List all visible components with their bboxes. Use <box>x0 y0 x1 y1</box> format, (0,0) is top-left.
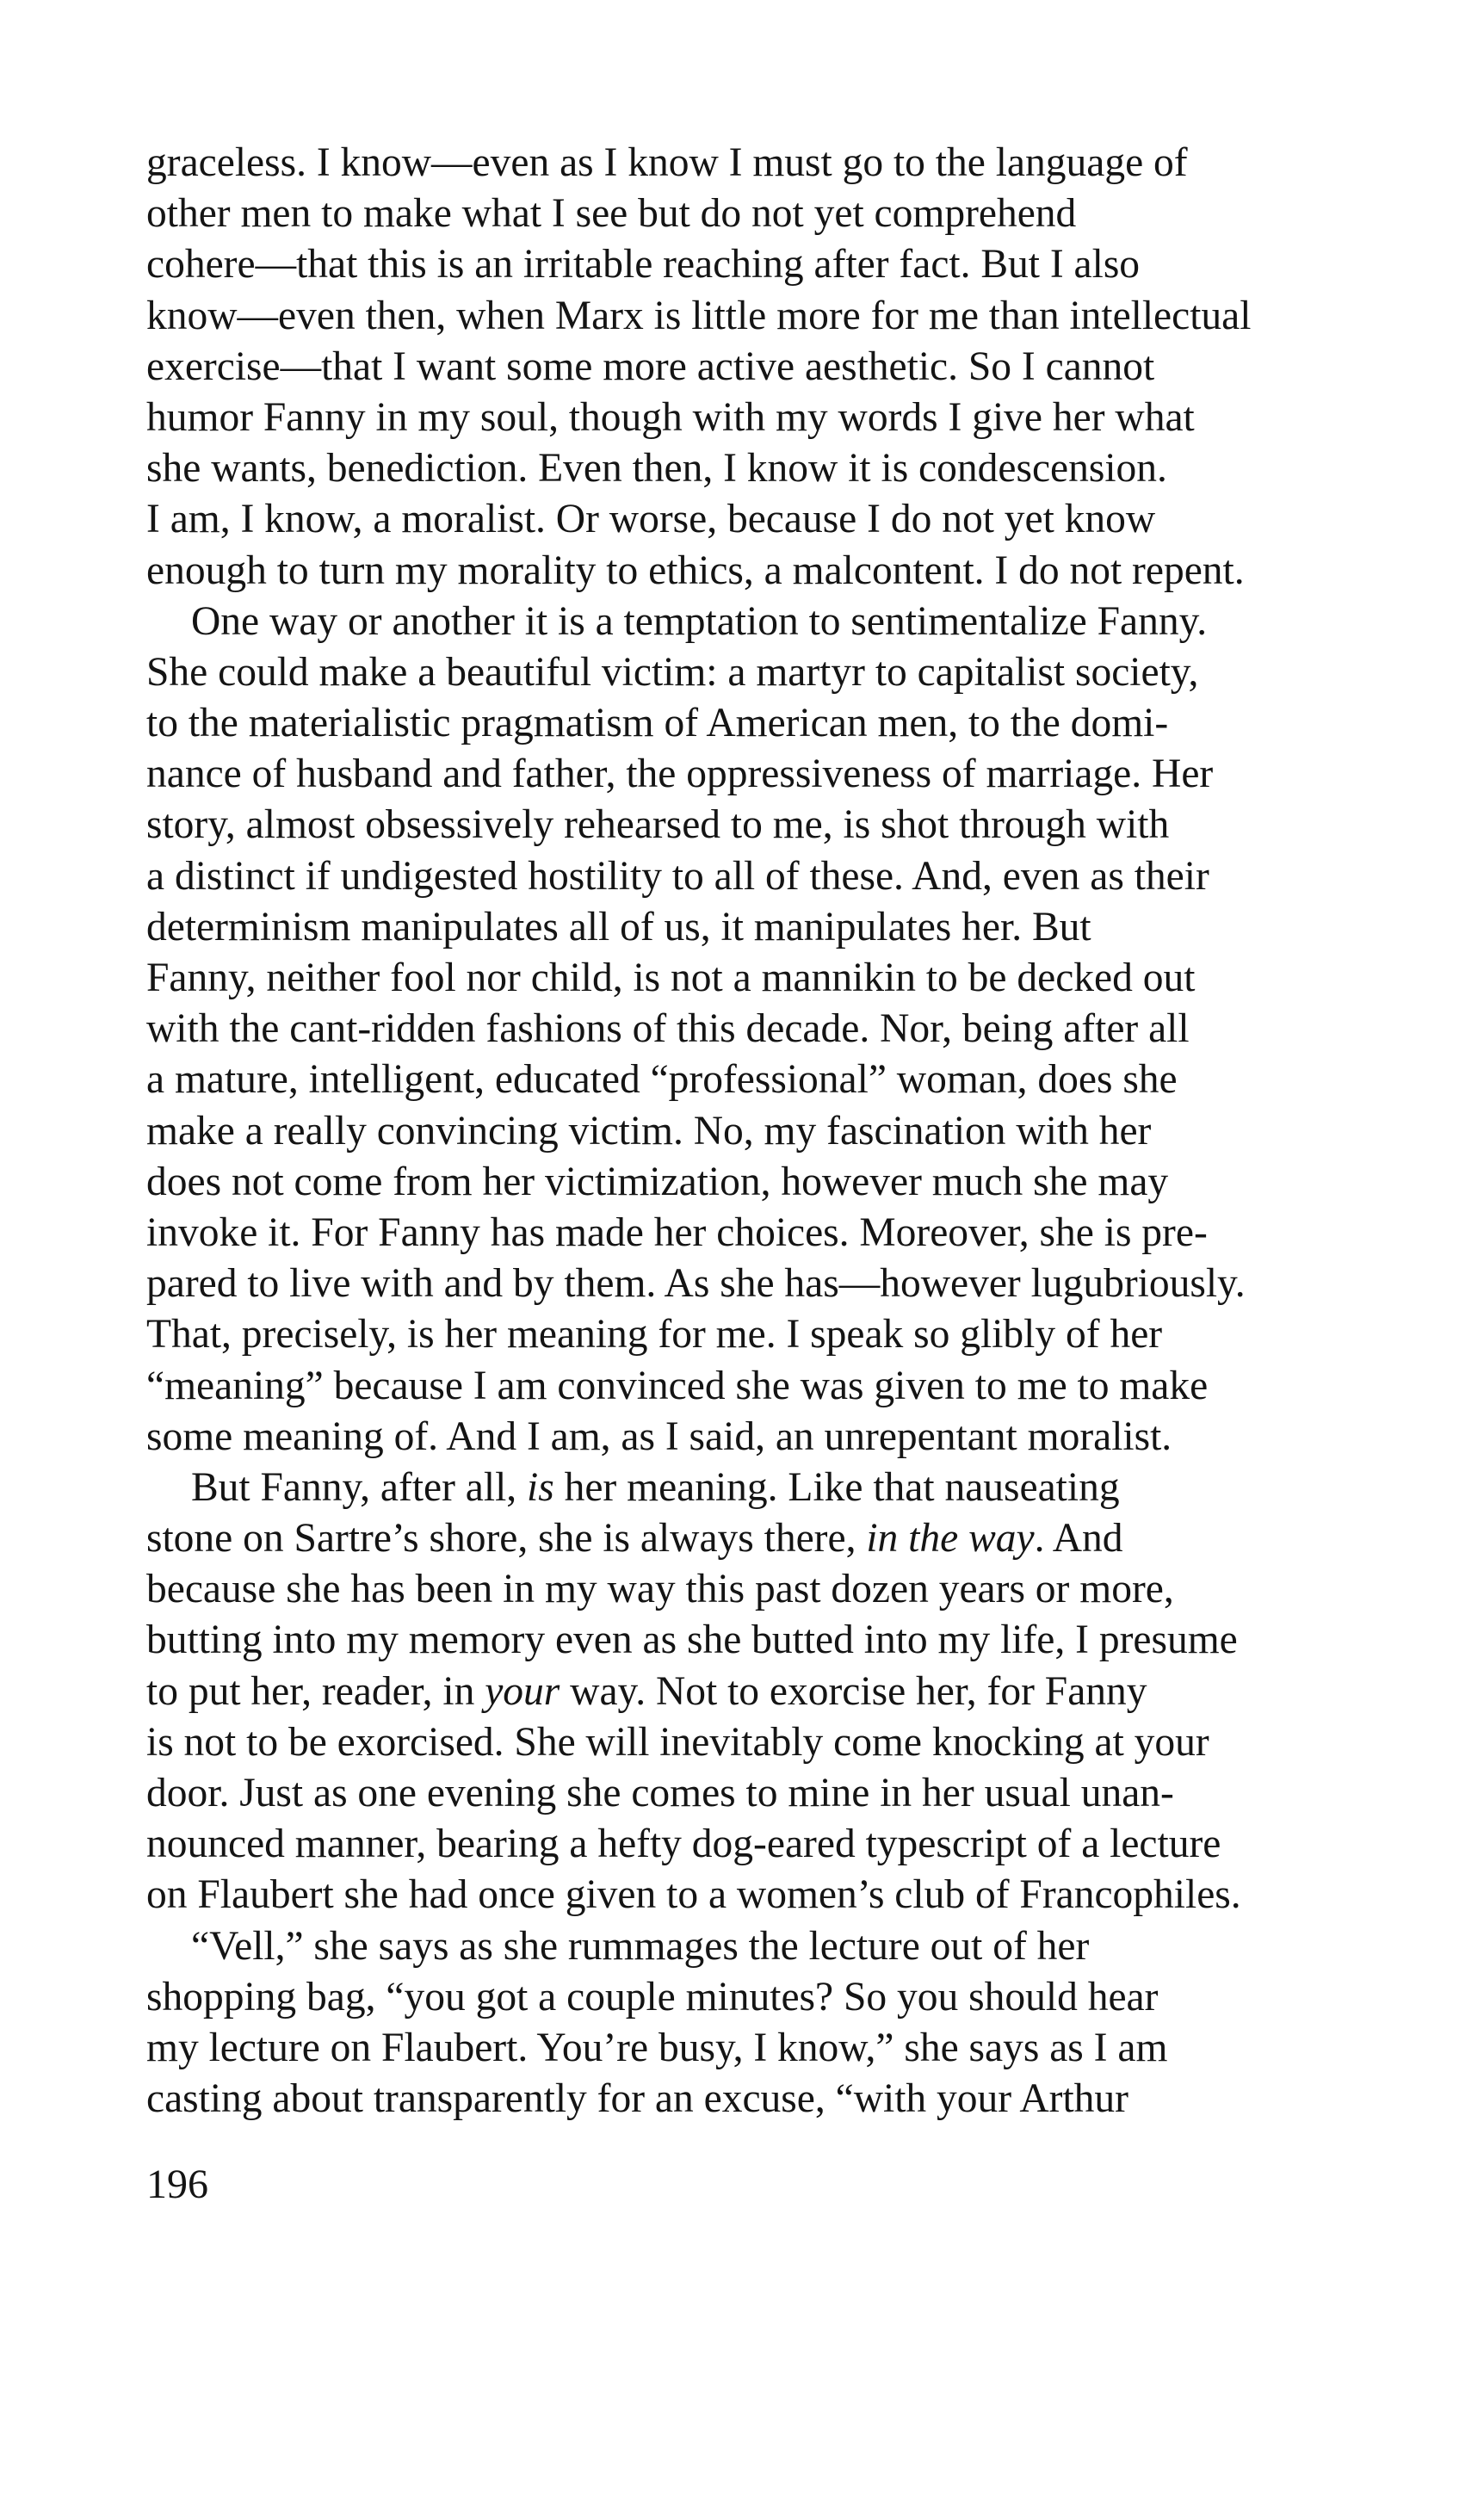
text-line: enough to turn my morality to ethics, a malcontent. I do not repent. <box>146 547 1245 593</box>
text-line: pared to live with and by them. As she has—however lugubriously. <box>146 1261 1246 1307</box>
text-segment: But Fanny, after all, <box>191 1464 528 1510</box>
page-number: 196 <box>146 2162 208 2207</box>
text-line: on Flaubert she had once given to a women’s club of Francophiles. <box>146 1872 1241 1918</box>
text-line: That, precisely, is her meaning for me. I speak so glibly of her <box>146 1312 1163 1358</box>
text-line: “Vell,” she says as she rummages the lecture out of her <box>191 1923 1090 1969</box>
text-segment: stone on Sartre’s shore, she is always there, <box>146 1516 867 1562</box>
text-line: “meaning” because I am convinced she was given to me to make <box>146 1363 1209 1408</box>
text-line: to the materialistic pragmatism of American men, to the domi- <box>146 701 1169 746</box>
text-line: humor Fanny in my soul, though with my words I give her what <box>146 394 1195 440</box>
text-segment: to put her, reader, in <box>146 1668 485 1714</box>
text-line: I am, I know, a moralist. Or worse, because I do not yet know <box>146 497 1156 542</box>
text-line: other men to make what I see but do not yet comprehend <box>146 191 1077 237</box>
text-line <box>146 1667 1369 1717</box>
text-line: a distinct if undigested hostility to all of these. And, even as their <box>146 853 1209 899</box>
text-line: door. Just as one evening she comes to mine in her usual unan- <box>146 1771 1174 1815</box>
text-line: with the cant-ridden fashions of this decade. Nor, being after all <box>146 1006 1190 1052</box>
body-text <box>146 138 1369 2125</box>
text-line <box>146 1513 1369 1564</box>
text-line: she wants, benediction. Even then, I know it is condescension. <box>146 446 1167 492</box>
text-line: One way or another it is a temptation to sentimentalize Fanny. <box>191 598 1208 644</box>
text-line: Fanny, neither fool nor child, is not a mannikin to be decked out <box>146 956 1196 1000</box>
text-line: is not to be exorcised. She will inevitably come knocking at your <box>146 1719 1209 1765</box>
text-line: butting into my memory even as she butted into my life, I presume <box>146 1617 1238 1663</box>
text-line: make a really convincing victim. No, my fascination with her <box>146 1108 1152 1154</box>
text-line: casting about transparently for an excuse, “with your Arthur <box>146 2076 1128 2122</box>
italic-text: is <box>527 1464 554 1510</box>
text-segment: way. Not to exorcise her, for Fanny <box>560 1668 1147 1714</box>
text-line: know—even then, when Marx is little more for me than intellectual <box>146 293 1252 338</box>
text-line: cohere—that this is an irritable reaching after fact. But I also <box>146 242 1141 288</box>
text-line: a mature, intelligent, educated “professional” woman, does she <box>146 1057 1178 1103</box>
text-line: shopping bag, “you got a couple minutes? So you should hear <box>146 1974 1159 2019</box>
text-line: nounced manner, bearing a hefty dog-eared typescript of a lecture <box>146 1822 1221 1867</box>
text-segment: . And <box>1034 1516 1123 1562</box>
italic-text: in the way <box>866 1516 1035 1562</box>
text-line: invoke it. For Fanny has made her choices. Moreover, she is pre- <box>146 1209 1208 1255</box>
text-line: nance of husband and father, the oppressiveness of marriage. Her <box>146 752 1214 797</box>
text-line: does not come from her victimization, however much she may <box>146 1159 1169 1204</box>
text-line: because she has been in my way this past dozen years or more, <box>146 1567 1174 1612</box>
text-line: my lecture on Flaubert. You’re busy, I know,” she says as I am <box>146 2025 1168 2070</box>
text-line: determinism manipulates all of us, it manipulates her. But <box>146 904 1091 949</box>
text-line: She could make a beautiful victim: a martyr to capitalist society, <box>146 649 1199 695</box>
text-line: some meaning of. And I am, as I said, an unrepentant moralist. <box>146 1413 1172 1459</box>
text-segment: her meaning. Like that nauseating <box>553 1464 1120 1510</box>
text-line: exercise—that I want some more active aesthetic. So I cannot <box>146 343 1155 389</box>
text-line: graceless. I know—even as I know I must go to the language of <box>146 140 1188 185</box>
text-line: story, almost obsessively rehearsed to me, is shot through with <box>146 802 1170 848</box>
text-line <box>146 1463 1369 1513</box>
italic-text: your <box>485 1668 560 1714</box>
